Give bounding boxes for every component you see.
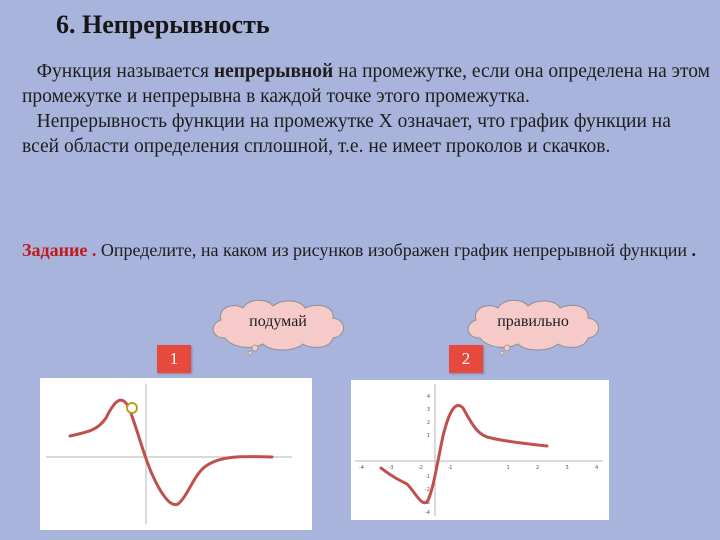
graph-2-y-tick: 2 [426, 420, 430, 426]
graph-2-y-tick: 4 [426, 394, 430, 400]
graph-2-y-tick: -4 [425, 510, 430, 516]
def-bold-term: непрерывной [213, 61, 334, 82]
graph-1-plot [40, 378, 312, 530]
graph-1-curve [70, 400, 272, 504]
graph-2-curve [381, 406, 547, 503]
task-question: Определите, на каком из рисунков изображен график непрерывной функции [96, 240, 688, 260]
task-end: . [687, 240, 697, 260]
def-part-rest: на промежутке, если она определена на этом промежутке и непрерывна в каждой точке этого промежутка. [22, 61, 710, 107]
task-label: Задание . [22, 240, 97, 260]
definition-text [22, 59, 712, 159]
graph-2-y-tick: -1 [425, 474, 430, 480]
slide-title: 6. Непрерывность [56, 10, 270, 39]
definition-paragraph-2 [22, 109, 712, 159]
graph-2-x-tick: 3 [565, 465, 569, 471]
graph-2-x-tick: -4 [359, 465, 364, 471]
graph-2-x-tick: -3 [388, 465, 394, 471]
graph-2-y-tick: 1 [426, 433, 430, 439]
graph-2-x-tick: -1 [447, 465, 453, 471]
graph-2-plot [351, 380, 609, 520]
def-meaning: Непрерывность функции на промежутке Х означает, что график функции на всей области определения сплошной, т.е. не имеет проколов и скачков. [22, 111, 671, 157]
definition-paragraph-1 [22, 59, 712, 109]
graph-2[interactable] [351, 380, 609, 520]
correct-bubble-label: правильно [497, 313, 569, 330]
def-part-start: Функция называется [36, 61, 214, 82]
graph-1-hole-marker [127, 403, 137, 413]
option-2-button[interactable]: 2 [449, 345, 483, 373]
graph-1[interactable] [40, 378, 312, 530]
task-text [22, 238, 712, 262]
option-1-button[interactable]: 1 [157, 345, 191, 373]
graph-2-x-tick: 4 [595, 465, 599, 471]
think-bubble-label: подумай [249, 313, 307, 330]
graph-2-x-tick: 1 [506, 465, 510, 471]
graph-2-y-tick: 3 [426, 407, 430, 413]
graph-2-x-tick: 2 [536, 465, 540, 471]
think-bubble[interactable] [205, 296, 351, 358]
graph-2-y-tick: -2 [425, 487, 430, 493]
graph-2-x-tick-labels [359, 465, 598, 471]
graph-2-x-tick: -2 [418, 465, 423, 471]
graph-2-y-tick: -3 [425, 500, 430, 506]
